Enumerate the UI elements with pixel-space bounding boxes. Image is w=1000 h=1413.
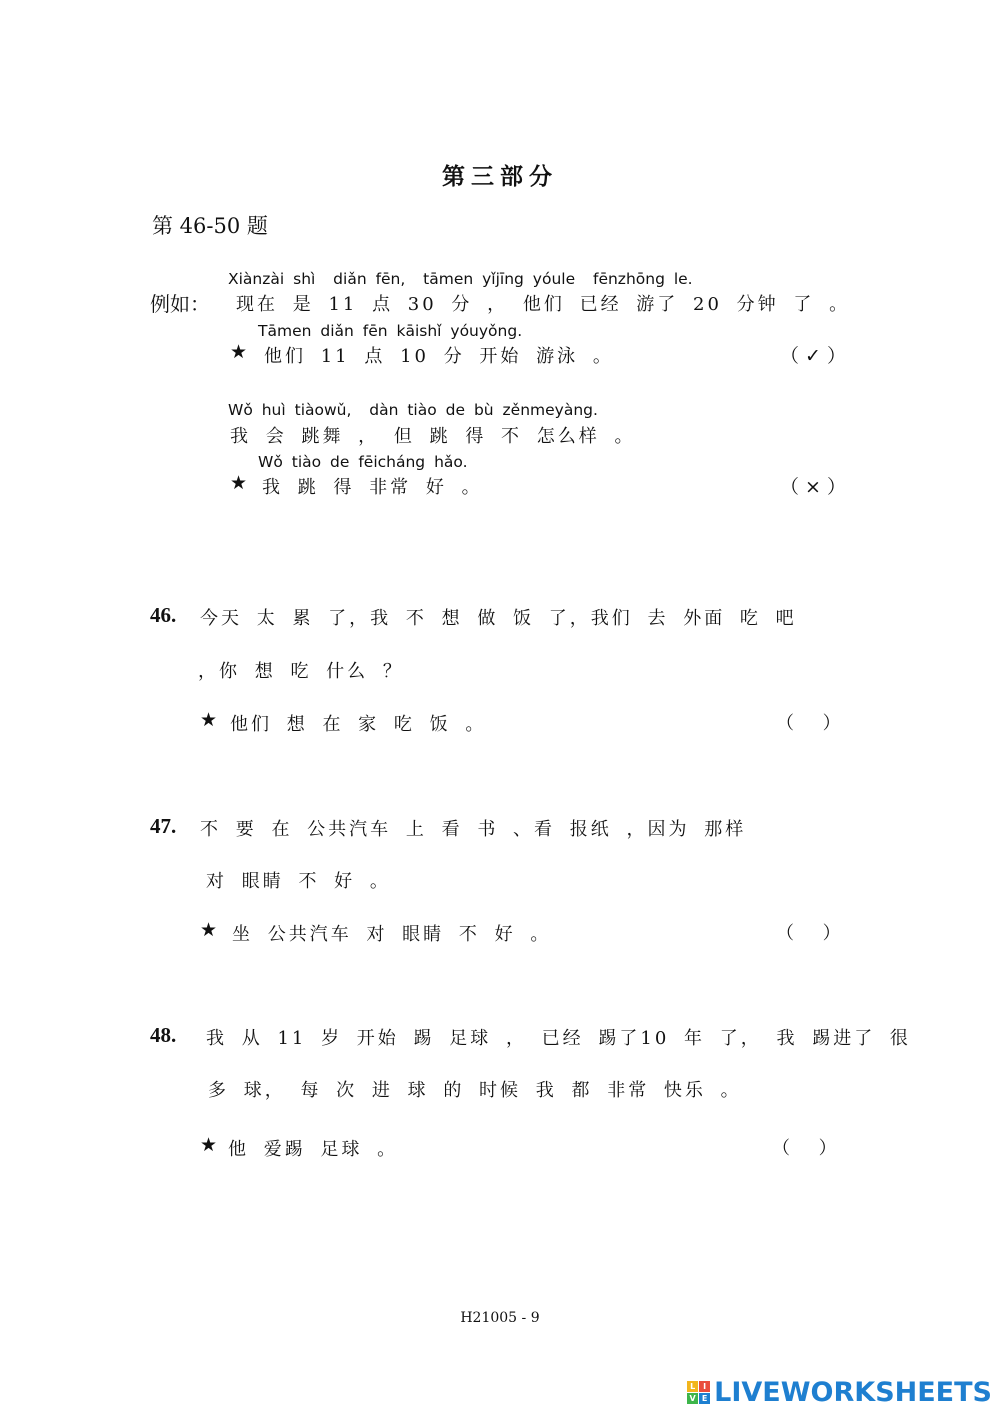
page-code: H21005 - 9: [460, 1310, 540, 1326]
example-2-answer: （ × ）: [780, 476, 846, 498]
question-46-text-line1: 今天 太 累 了，我 不 想 做 饭 了，我们 去 外面 吃 吧: [200, 608, 797, 629]
question-47-statement: 坐 公共汽车 对 眼睛 不 好 。: [232, 924, 552, 945]
example-1-sentence: 现在 是 11 点 30 分 ， 他们 已经 游了 20 分钟 了 。: [236, 294, 851, 315]
question-47-answer-box[interactable]: （ ）: [776, 923, 841, 944]
question-46-text-line2: ，你 想 吃 什么 ？: [198, 661, 404, 682]
page-title: 第三部分: [442, 163, 558, 190]
question-47-text-line1: 不 要 在 公共汽车 上 看 书 、看 报纸 ，因为 那样: [200, 819, 747, 840]
question-47-number: 47.: [150, 814, 177, 838]
liveworksheets-logo[interactable]: [687, 1377, 992, 1408]
logo-text: LIVEWORKSHEETS: [714, 1377, 992, 1408]
question-range: 第 46-50 题: [152, 214, 268, 238]
question-48-number: 48.: [150, 1023, 177, 1047]
question-48-statement: 他 爱踢 足球 。: [228, 1139, 399, 1160]
logo-letter: E: [699, 1393, 710, 1404]
example-1-statement: 他们 11 点 10 分 开始 游泳 。: [264, 346, 614, 367]
question-48-answer-box[interactable]: （ ）: [772, 1138, 837, 1159]
example-1-answer: （ ✓ ）: [780, 345, 846, 367]
star-icon: ★: [200, 709, 218, 731]
logo-letter: L: [687, 1381, 698, 1392]
star-icon: ★: [230, 472, 248, 494]
question-47-text-line2: 对 眼睛 不 好 。: [206, 871, 391, 892]
example-2-statement: 我 跳 得 非常 好 。: [262, 477, 483, 498]
question-46-answer-box[interactable]: （ ）: [776, 713, 841, 734]
question-46-number: 46.: [150, 603, 177, 627]
example-1-pinyin: Xiànzài shì diǎn fēn, tāmen yǐjīng yóule fēnzhōng le.: [228, 270, 693, 288]
logo-letter: V: [687, 1393, 698, 1404]
example-1-statement-pinyin: Tāmen diǎn fēn kāishǐ yóuyǒng.: [258, 322, 523, 340]
logo-icon: [687, 1381, 710, 1404]
example-2-pinyin: Wǒ huì tiàowǔ, dàn tiào de bù zěnmeyàng.: [228, 401, 598, 419]
star-icon: ★: [200, 919, 218, 941]
question-48-text-line2: 多 球， 每 次 进 球 的 时候 我 都 非常 快乐 。: [208, 1080, 742, 1101]
star-icon: ★: [200, 1134, 218, 1156]
example-2-sentence: 我 会 跳舞 ， 但 跳 得 不 怎么样 。: [230, 426, 636, 447]
example-label: 例如：: [150, 292, 210, 316]
example-2-statement-pinyin: Wǒ tiào de fēicháng hǎo.: [258, 453, 468, 471]
logo-letter: I: [699, 1381, 710, 1392]
question-48-text-line1: 我 从 11 岁 开始 踢 足球 ， 已经 踢了10 年 了， 我 踢进了 很: [206, 1028, 911, 1049]
star-icon: ★: [230, 341, 248, 363]
question-46-statement: 他们 想 在 家 吃 饭 。: [230, 714, 487, 735]
